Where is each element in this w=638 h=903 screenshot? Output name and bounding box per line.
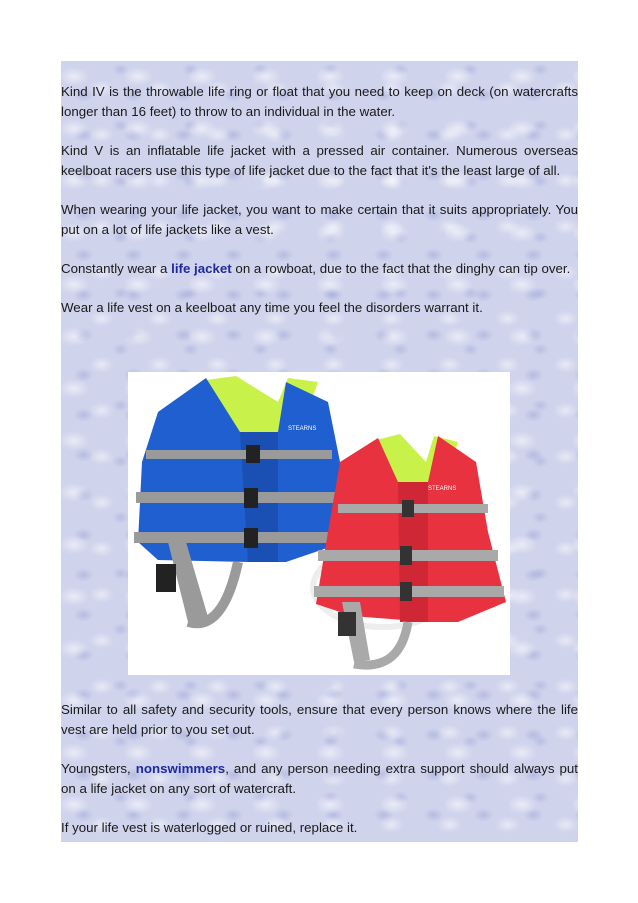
paragraph-keelboat: Wear a life vest on a keelboat any time you feel the disorders warrant it. <box>61 300 483 315</box>
paragraph-fit: When wearing your life jacket, you want to make certain that it suits appropriately. You put on a lot of life jackets like a vest. <box>61 202 578 237</box>
paragraph-kind-v: Kind V is an inflatable life jacket with a pressed air container. Numerous overseas keelboat racers use this type of life jacket due to the fact that it's the least large of all. <box>61 143 578 178</box>
blue-vest-strap-2 <box>136 492 336 503</box>
red-vest-buckle-1 <box>402 500 414 517</box>
red-vest-leg-buckle <box>338 612 356 636</box>
red-vest-buckle-3 <box>400 582 412 601</box>
life-vest-photo <box>128 372 510 675</box>
red-vest-buckle-2 <box>400 546 412 565</box>
paragraph-youngsters-tail: , and any person needing extra support should always put on a life jacket on any sort of watercraft. <box>61 761 578 796</box>
blue-vest-buckle-1 <box>246 445 260 463</box>
paragraph-youngsters-lead: Youngsters, <box>61 761 136 776</box>
nonswimmers-link[interactable]: nonswimmers <box>135 761 226 776</box>
paragraph-rowboat-lead: Constantly wear a <box>61 261 172 276</box>
paragraph-replace: If your life vest is waterlogged or ruined, replace it. <box>61 820 358 835</box>
blue-vest-leg-buckle <box>156 564 176 592</box>
life-vests-illustration <box>128 372 510 675</box>
paragraph-safety-tools: Similar to all safety and security tools, ensure that every person knows where the life vest are held prior to you set out. <box>61 702 578 737</box>
blue-life-vest <box>134 376 340 623</box>
blue-vest-buckle-3 <box>244 528 258 548</box>
blue-vest-strap-3 <box>134 532 334 543</box>
life-jacket-link[interactable]: life jacket <box>171 261 232 276</box>
article-bottom <box>61 700 578 857</box>
paragraph-rowboat-tail: on a rowboat, due to the fact that the dinghy can tip over. <box>231 261 571 276</box>
paragraph-kind-iv: Kind IV is the throwable life ring or float that you need to keep on deck (on watercrafts longer than 16 feet) to throw to an individual in the water. <box>61 84 578 119</box>
red-vest-brand-label: STEARNS <box>428 486 457 492</box>
paragraph-youngsters <box>61 759 578 799</box>
paragraph-rowboat <box>61 259 578 279</box>
blue-vest-buckle-2 <box>244 488 258 508</box>
red-life-vest <box>314 434 506 665</box>
blue-vest-strap-1 <box>146 450 332 459</box>
blue-vest-brand-label: STEARNS <box>288 426 317 432</box>
article-top <box>61 82 578 337</box>
